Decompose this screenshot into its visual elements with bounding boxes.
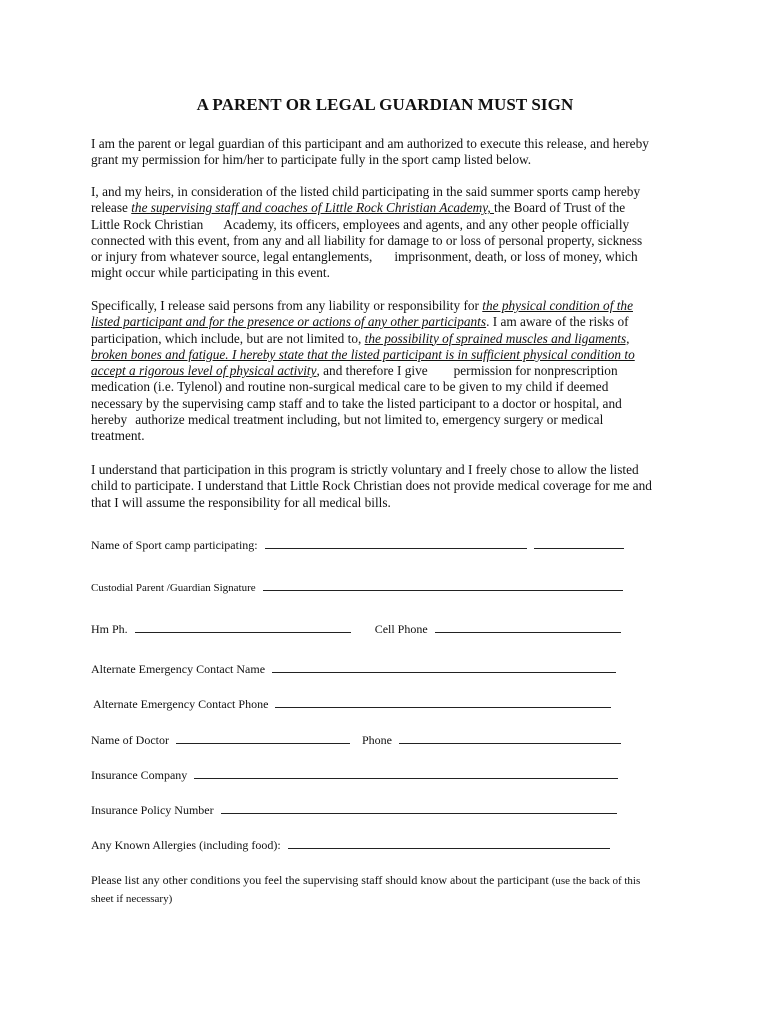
doctor-row xyxy=(91,731,621,747)
text-line xyxy=(91,347,691,363)
text-line: release the supervising staff and coaches of Little Rock Christian Academy, the Board of Trust of the xyxy=(91,200,626,216)
sport-camp-input-extra[interactable] xyxy=(534,536,624,549)
other-conditions-note xyxy=(91,872,691,908)
cell-phone-input[interactable] xyxy=(435,620,621,633)
alt-contact-name-input[interactable] xyxy=(272,660,616,673)
phone-row xyxy=(91,620,621,636)
insurance-company-input[interactable] xyxy=(194,766,618,779)
text-line: medication (i.e. Tylenol) and routine non-surgical medical care to be given to my child if deemed xyxy=(91,379,609,395)
insurance-company-row xyxy=(91,766,618,782)
permission-paragraph xyxy=(91,136,691,169)
text-line: connected with this event, from any and all liability for damage to or loss of personal property, sickness xyxy=(91,232,643,248)
text-line: grant my permission for him/her to participate fully in the sport camp listed below. xyxy=(91,152,532,168)
voluntary-paragraph xyxy=(91,462,691,511)
alt-contact-phone-input[interactable] xyxy=(275,695,611,708)
note-small-text: sheet if necessary) xyxy=(91,893,173,905)
home-phone-input[interactable] xyxy=(135,620,351,633)
doctor-input[interactable] xyxy=(176,731,350,744)
alt-contact-name-row xyxy=(91,660,616,676)
cell-phone-label: Cell Phone xyxy=(374,622,428,636)
text-line: might occur while participating in this event. xyxy=(91,265,330,281)
underlined-text: the possibility of sprained muscles and ligaments, xyxy=(364,330,630,346)
sport-camp-row xyxy=(91,536,624,552)
form-title: A PARENT OR LEGAL GUARDIAN MUST SIGN xyxy=(196,95,574,114)
underlined-text: the physical condition of the xyxy=(482,298,633,313)
signature-label: Custodial Parent /Guardian Signature xyxy=(91,582,256,594)
text-line: I, and my heirs, in consideration of the listed child participating in the said summer sports camp hereby xyxy=(91,184,641,199)
policy-number-row xyxy=(91,801,617,817)
signature-field[interactable] xyxy=(263,578,623,591)
allergies-input[interactable] xyxy=(288,836,610,849)
alt-contact-name-label: Alternate Emergency Contact Name xyxy=(91,662,266,676)
underlined-text: accept a rigorous level of physical activity xyxy=(91,363,317,379)
sport-camp-label: Name of Sport camp participating: xyxy=(91,538,258,552)
text-line: child to participate. I understand that Little Rock Christian does not provide medical coverage for me and xyxy=(91,478,652,494)
alt-contact-phone-row xyxy=(93,695,611,711)
text-line: I understand that participation in this program is strictly voluntary and I freely chose to allow the listed xyxy=(91,462,639,477)
text-line: treatment. xyxy=(91,428,145,444)
underlined-text: the supervising staff and coaches of Little Rock Christian Academy, xyxy=(131,200,495,216)
text-line: Specifically, I release said persons from any liability or responsibility for the physical condition of the xyxy=(91,298,633,313)
liability-paragraph xyxy=(91,298,691,445)
policy-number-label: Insurance Policy Number xyxy=(91,803,214,817)
note-text: Please list any other conditions you feel the supervising staff should know about the participant xyxy=(91,873,552,887)
text-line: hereby authorize medical treatment including, but not limited to, emergency surgery or medical xyxy=(91,412,604,428)
policy-number-input[interactable] xyxy=(221,801,617,814)
doctor-label: Name of Doctor xyxy=(91,733,169,747)
text-line: or injury from whatever source, legal entanglements, imprisonment, death, or loss of money, which xyxy=(91,249,638,265)
text-line: necessary by the supervising camp staff and to take the listed participant to a doctor or hospital, and xyxy=(91,395,622,411)
release-paragraph xyxy=(91,184,691,282)
alt-contact-phone-label: Alternate Emergency Contact Phone xyxy=(93,697,269,711)
doctor-phone-label: Phone xyxy=(361,733,392,747)
text-line: accept a rigorous level of physical activity, and therefore I give permission for nonprescription xyxy=(91,363,618,379)
allergies-label: Any Known Allergies (including food): xyxy=(91,838,281,852)
signature-row xyxy=(91,578,623,594)
note-small-text: (use the back of this xyxy=(551,875,641,887)
allergies-row xyxy=(91,836,610,852)
insurance-company-label: Insurance Company xyxy=(91,768,188,782)
text-line: participation, which include, but are not limited to, the possibility of sprained muscles and ligaments, xyxy=(91,330,630,346)
text-line: Little Rock Christian Academy, its officers, employees and agents, and any other people officially xyxy=(91,216,630,232)
text-line: listed participant and for the presence or actions of any other participants. I am aware of the risks of xyxy=(91,314,629,330)
sport-camp-input[interactable] xyxy=(265,536,527,549)
doctor-phone-input[interactable] xyxy=(399,731,621,744)
underlined-text: broken bones and fatigue. I hereby state that the listed participant is in sufficient physical condition to xyxy=(91,346,635,362)
home-phone-label: Hm Ph. xyxy=(91,622,128,636)
text-line: that I will assume the responsibility for all medical bills. xyxy=(91,494,391,510)
text-line: I am the parent or legal guardian of this participant and am authorized to execute this release, and hereby xyxy=(91,136,649,151)
underlined-text: listed participant and for the presence or actions of any other participants xyxy=(91,314,487,330)
